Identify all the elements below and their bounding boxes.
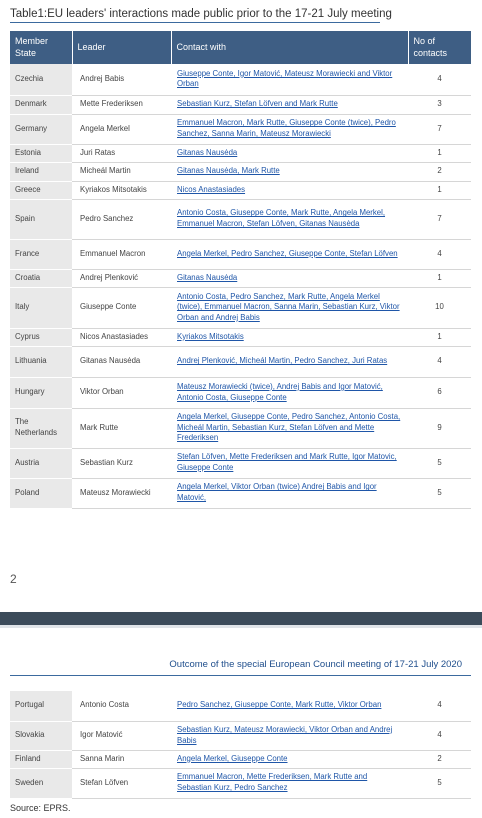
table-row [10, 199, 471, 239]
member-state-cell [10, 328, 72, 346]
contact-count-cell [408, 269, 471, 287]
leader-text: Mateusz Morawiecki [80, 487, 151, 497]
running-header-rule [10, 675, 471, 676]
table-row [10, 269, 471, 287]
contacts-cell [171, 478, 408, 508]
contact-count-text: 9 [437, 422, 442, 432]
contact-count-cell [408, 377, 471, 408]
header-member-state: Member State [10, 31, 72, 64]
contacts-links[interactable]: Stefan Löfven, Mette Frederiksen and Mark Rutte, Igor Matovic, Giuseppe Conte [177, 452, 397, 472]
contacts-links[interactable]: Giuseppe Conte, Igor Matović, Mateusz Morawiecki and Viktor Orban [177, 68, 393, 89]
contacts-cell [171, 691, 408, 721]
leader-cell [72, 721, 171, 750]
leader-cell [72, 199, 171, 239]
table-row [10, 181, 471, 199]
leaders-table [10, 31, 471, 509]
leader-cell [72, 269, 171, 287]
member-state-text: Poland [15, 487, 40, 497]
member-state-cell [10, 691, 72, 721]
contacts-cell [171, 721, 408, 750]
contact-count-cell [408, 287, 471, 328]
leader-text: Mark Rutte [80, 422, 119, 432]
member-state-text: Ireland [15, 166, 39, 176]
leader-text: Mette Frederiksen [80, 99, 143, 109]
contact-count-text: 1 [437, 272, 442, 282]
contacts-cell [171, 181, 408, 199]
member-state-cell [10, 377, 72, 408]
source-note: Source: EPRS. [10, 803, 71, 813]
table-header-row [10, 31, 471, 64]
contacts-links[interactable]: Mateusz Morawiecki (twice), Andrej Babis and Igor Matović, Antonio Costa, Giuseppe Conte [177, 381, 383, 402]
leader-cell [72, 181, 171, 199]
contacts-cell [171, 114, 408, 144]
title-rule [10, 22, 380, 23]
contact-count-text: 5 [437, 457, 442, 467]
contacts-links[interactable]: Gitanas Nausėda [177, 147, 238, 157]
member-state-cell [10, 144, 72, 162]
member-state-cell [10, 95, 72, 114]
contacts-cell [171, 269, 408, 287]
contacts-cell [171, 408, 408, 448]
contact-count-cell [408, 95, 471, 114]
member-state-text: The Netherlands [15, 417, 58, 437]
contact-count-cell [408, 328, 471, 346]
member-state-text: Sweden [15, 777, 44, 787]
header-leader: Leader [72, 31, 171, 64]
member-state-text: Lithuania [15, 356, 47, 366]
leader-text: Andrej Plenković [80, 272, 139, 282]
leader-text: Antonio Costa [80, 700, 129, 710]
table-row [10, 750, 471, 768]
header-no-of-contacts: No of contacts [408, 31, 471, 64]
leader-cell [72, 448, 171, 478]
page-number: 2 [10, 572, 17, 586]
contacts-links[interactable]: Sebastian Kurz, Mateusz Morawiecki, Viktor Orban and Andrej Babis [177, 724, 393, 745]
contacts-links[interactable]: Antonio Costa, Giuseppe Conte, Mark Rutte, Angela Merkel, Emmanuel Macron, Stefan Löfven, Gitanas Nausėda [177, 208, 386, 228]
leader-text: Igor Matović [80, 730, 123, 740]
table-row [10, 162, 471, 181]
leader-text: Angela Merkel [80, 123, 130, 133]
contacts-cell [171, 448, 408, 478]
leader-cell [72, 162, 171, 181]
table-row [10, 144, 471, 162]
member-state-cell [10, 181, 72, 199]
leader-cell [72, 328, 171, 346]
member-state-text: Croatia [15, 272, 41, 282]
leader-text: Sebastian Kurz [80, 457, 133, 467]
member-state-text: France [15, 248, 40, 258]
contact-count-text: 7 [437, 213, 442, 223]
leader-text: Viktor Orban [80, 387, 124, 397]
leaders-table-continued [10, 691, 471, 799]
leader-cell [72, 95, 171, 114]
contact-count-cell [408, 691, 471, 721]
leader-cell [72, 377, 171, 408]
member-state-cell [10, 448, 72, 478]
contacts-cell [171, 162, 408, 181]
contacts-links[interactable]: Angela Merkel, Giuseppe Conte [177, 753, 288, 763]
header-contact-with: Contact with [171, 31, 408, 64]
member-state-cell [10, 64, 72, 95]
contact-count-cell [408, 144, 471, 162]
contacts-links[interactable]: Angela Merkel, Pedro Sanchez, Giuseppe Conte, Stefan Löfven [177, 248, 398, 258]
member-state-text: Finland [15, 753, 41, 763]
member-state-cell [10, 287, 72, 328]
member-state-text: Cyprus [15, 331, 40, 341]
leader-cell [72, 478, 171, 508]
leader-text: Stefan Löfven [80, 777, 129, 787]
contacts-cell [171, 346, 408, 377]
table-row [10, 691, 471, 721]
table-row [10, 287, 471, 328]
member-state-text: Denmark [15, 99, 47, 109]
table-row [10, 64, 471, 95]
table-row [10, 448, 471, 478]
member-state-text: Estonia [15, 147, 42, 157]
contacts-cell [171, 95, 408, 114]
table-row [10, 721, 471, 750]
member-state-cell [10, 199, 72, 239]
member-state-text: Austria [15, 457, 40, 467]
contacts-links[interactable]: Angela Merkel, Viktor Orban (twice) Andrej Babis and Igor Matović, [177, 482, 377, 502]
member-state-text: Slovakia [15, 730, 45, 740]
leader-text: Micheál Martin [80, 166, 131, 176]
contact-count-text: 1 [437, 184, 442, 194]
leader-cell [72, 750, 171, 768]
contacts-cell [171, 377, 408, 408]
contact-count-text: 5 [437, 777, 442, 787]
contacts-links[interactable]: Emmanuel Macron, Mark Rutte, Giuseppe Conte (twice), Pedro Sanchez, Sanna Marin, Mateusz Morawiecki [177, 118, 396, 138]
contact-count-text: 6 [437, 387, 442, 397]
leader-cell [72, 114, 171, 144]
contacts-cell [171, 750, 408, 768]
leader-cell [72, 64, 171, 95]
contacts-links[interactable]: Nicos Anastasiades [177, 184, 246, 194]
leader-text: Emmanuel Macron [80, 248, 146, 258]
member-state-text: Germany [15, 123, 48, 133]
table-row [10, 239, 471, 269]
member-state-text: Spain [15, 213, 35, 223]
leader-text: Kyriakos Mitsotakis [80, 184, 147, 194]
table-row [10, 408, 471, 448]
contact-count-cell [408, 768, 471, 798]
contacts-cell [171, 768, 408, 798]
member-state-cell [10, 239, 72, 269]
contacts-links[interactable]: Pedro Sanchez, Giuseppe Conte, Mark Rutte, Viktor Orban [177, 700, 382, 710]
contact-count-cell [408, 721, 471, 750]
contacts-cell [171, 199, 408, 239]
member-state-cell [10, 721, 72, 750]
leader-text: Sanna Marin [80, 753, 125, 763]
table-row [10, 328, 471, 346]
contact-count-cell [408, 346, 471, 377]
member-state-cell [10, 768, 72, 798]
member-state-cell [10, 162, 72, 181]
member-state-text: Hungary [15, 387, 45, 397]
contact-count-cell [408, 750, 471, 768]
member-state-cell [10, 346, 72, 377]
contact-count-cell [408, 162, 471, 181]
contact-count-text: 4 [437, 356, 442, 366]
contact-count-cell [408, 181, 471, 199]
member-state-cell [10, 114, 72, 144]
contact-count-cell [408, 408, 471, 448]
contact-count-cell [408, 199, 471, 239]
contact-count-text: 5 [437, 487, 442, 497]
contact-count-text: 2 [437, 166, 442, 176]
contact-count-cell [408, 478, 471, 508]
table-row [10, 377, 471, 408]
contacts-links[interactable]: Andrej Plenković, Micheál Martin, Pedro Sanchez, Juri Ratas [177, 356, 388, 366]
leader-cell [72, 346, 171, 377]
member-state-text: Italy [15, 302, 30, 312]
contact-count-text: 3 [437, 99, 442, 109]
member-state-text: Portugal [15, 700, 45, 710]
contact-count-text: 10 [435, 302, 444, 312]
leader-cell [72, 144, 171, 162]
contacts-links[interactable]: Antonio Costa, Pedro Sanchez, Mark Rutte, Angela Merkel (twice), Emmanuel Macron, Sanna Marin, Sebastian Kurz, Viktor Orban and Andrej Babis [177, 291, 400, 322]
table-row [10, 478, 471, 508]
member-state-text: Czechia [15, 73, 44, 83]
contacts-cell [171, 328, 408, 346]
contact-count-cell [408, 448, 471, 478]
leader-text: Juri Ratas [80, 147, 116, 157]
leader-cell [72, 691, 171, 721]
contacts-cell [171, 144, 408, 162]
leader-cell [72, 239, 171, 269]
contact-count-text: 1 [437, 147, 442, 157]
leader-cell [72, 287, 171, 328]
contact-count-text: 4 [437, 248, 442, 258]
table-row [10, 95, 471, 114]
page-break-bar [0, 612, 482, 625]
table-body-page1 [10, 64, 471, 508]
contact-count-text: 7 [437, 123, 442, 133]
leader-cell [72, 408, 171, 448]
member-state-cell [10, 269, 72, 287]
leader-text: Giuseppe Conte [80, 302, 137, 312]
contacts-cell [171, 239, 408, 269]
table-row [10, 114, 471, 144]
contact-count-cell [408, 114, 471, 144]
leader-cell [72, 768, 171, 798]
member-state-cell [10, 478, 72, 508]
running-header: Outcome of the special European Council meeting of 17-21 July 2020 [169, 659, 462, 670]
contact-count-cell [408, 64, 471, 95]
contacts-cell [171, 64, 408, 95]
leader-text: Gitanas Nausėda [80, 356, 141, 366]
table-title: Table1:EU leaders' interactions made public prior to the 17-21 July meeting [10, 8, 392, 20]
contacts-links[interactable]: Emmanuel Macron, Mette Frederiksen, Mark Rutte and Sebastian Kurz, Pedro Sanchez [177, 772, 368, 792]
member-state-cell [10, 408, 72, 448]
member-state-cell [10, 750, 72, 768]
contacts-links[interactable]: Angela Merkel, Giuseppe Conte, Pedro Sanchez, Antonio Costa, Micheál Martin, Sebastian Kurz, Stefan Löfven and Mette Frederiksen [177, 412, 401, 443]
contact-count-cell [408, 239, 471, 269]
contacts-links[interactable]: Gitanas Nausėda, Mark Rutte [177, 166, 280, 176]
contacts-cell [171, 287, 408, 328]
member-state-text: Greece [15, 184, 41, 194]
contact-count-text: 4 [437, 700, 442, 710]
contacts-links[interactable]: Kyriakos Mitsotakis [177, 331, 244, 341]
contact-count-text: 1 [437, 331, 442, 341]
contacts-links[interactable]: Gitanas Nausėda [177, 272, 238, 282]
table-body-page2 [10, 691, 471, 798]
contact-count-text: 4 [437, 730, 442, 740]
contact-count-text: 4 [437, 73, 442, 83]
table-row [10, 346, 471, 377]
table-row [10, 768, 471, 798]
contacts-links[interactable]: Sebastian Kurz, Stefan Löfven and Mark Rutte [177, 99, 338, 109]
contact-count-text: 2 [437, 753, 442, 763]
page-break-shadow [0, 625, 482, 628]
leader-text: Nicos Anastasiades [80, 331, 149, 341]
leader-text: Pedro Sanchez [80, 213, 134, 223]
leader-text: Andrej Babis [80, 73, 125, 83]
